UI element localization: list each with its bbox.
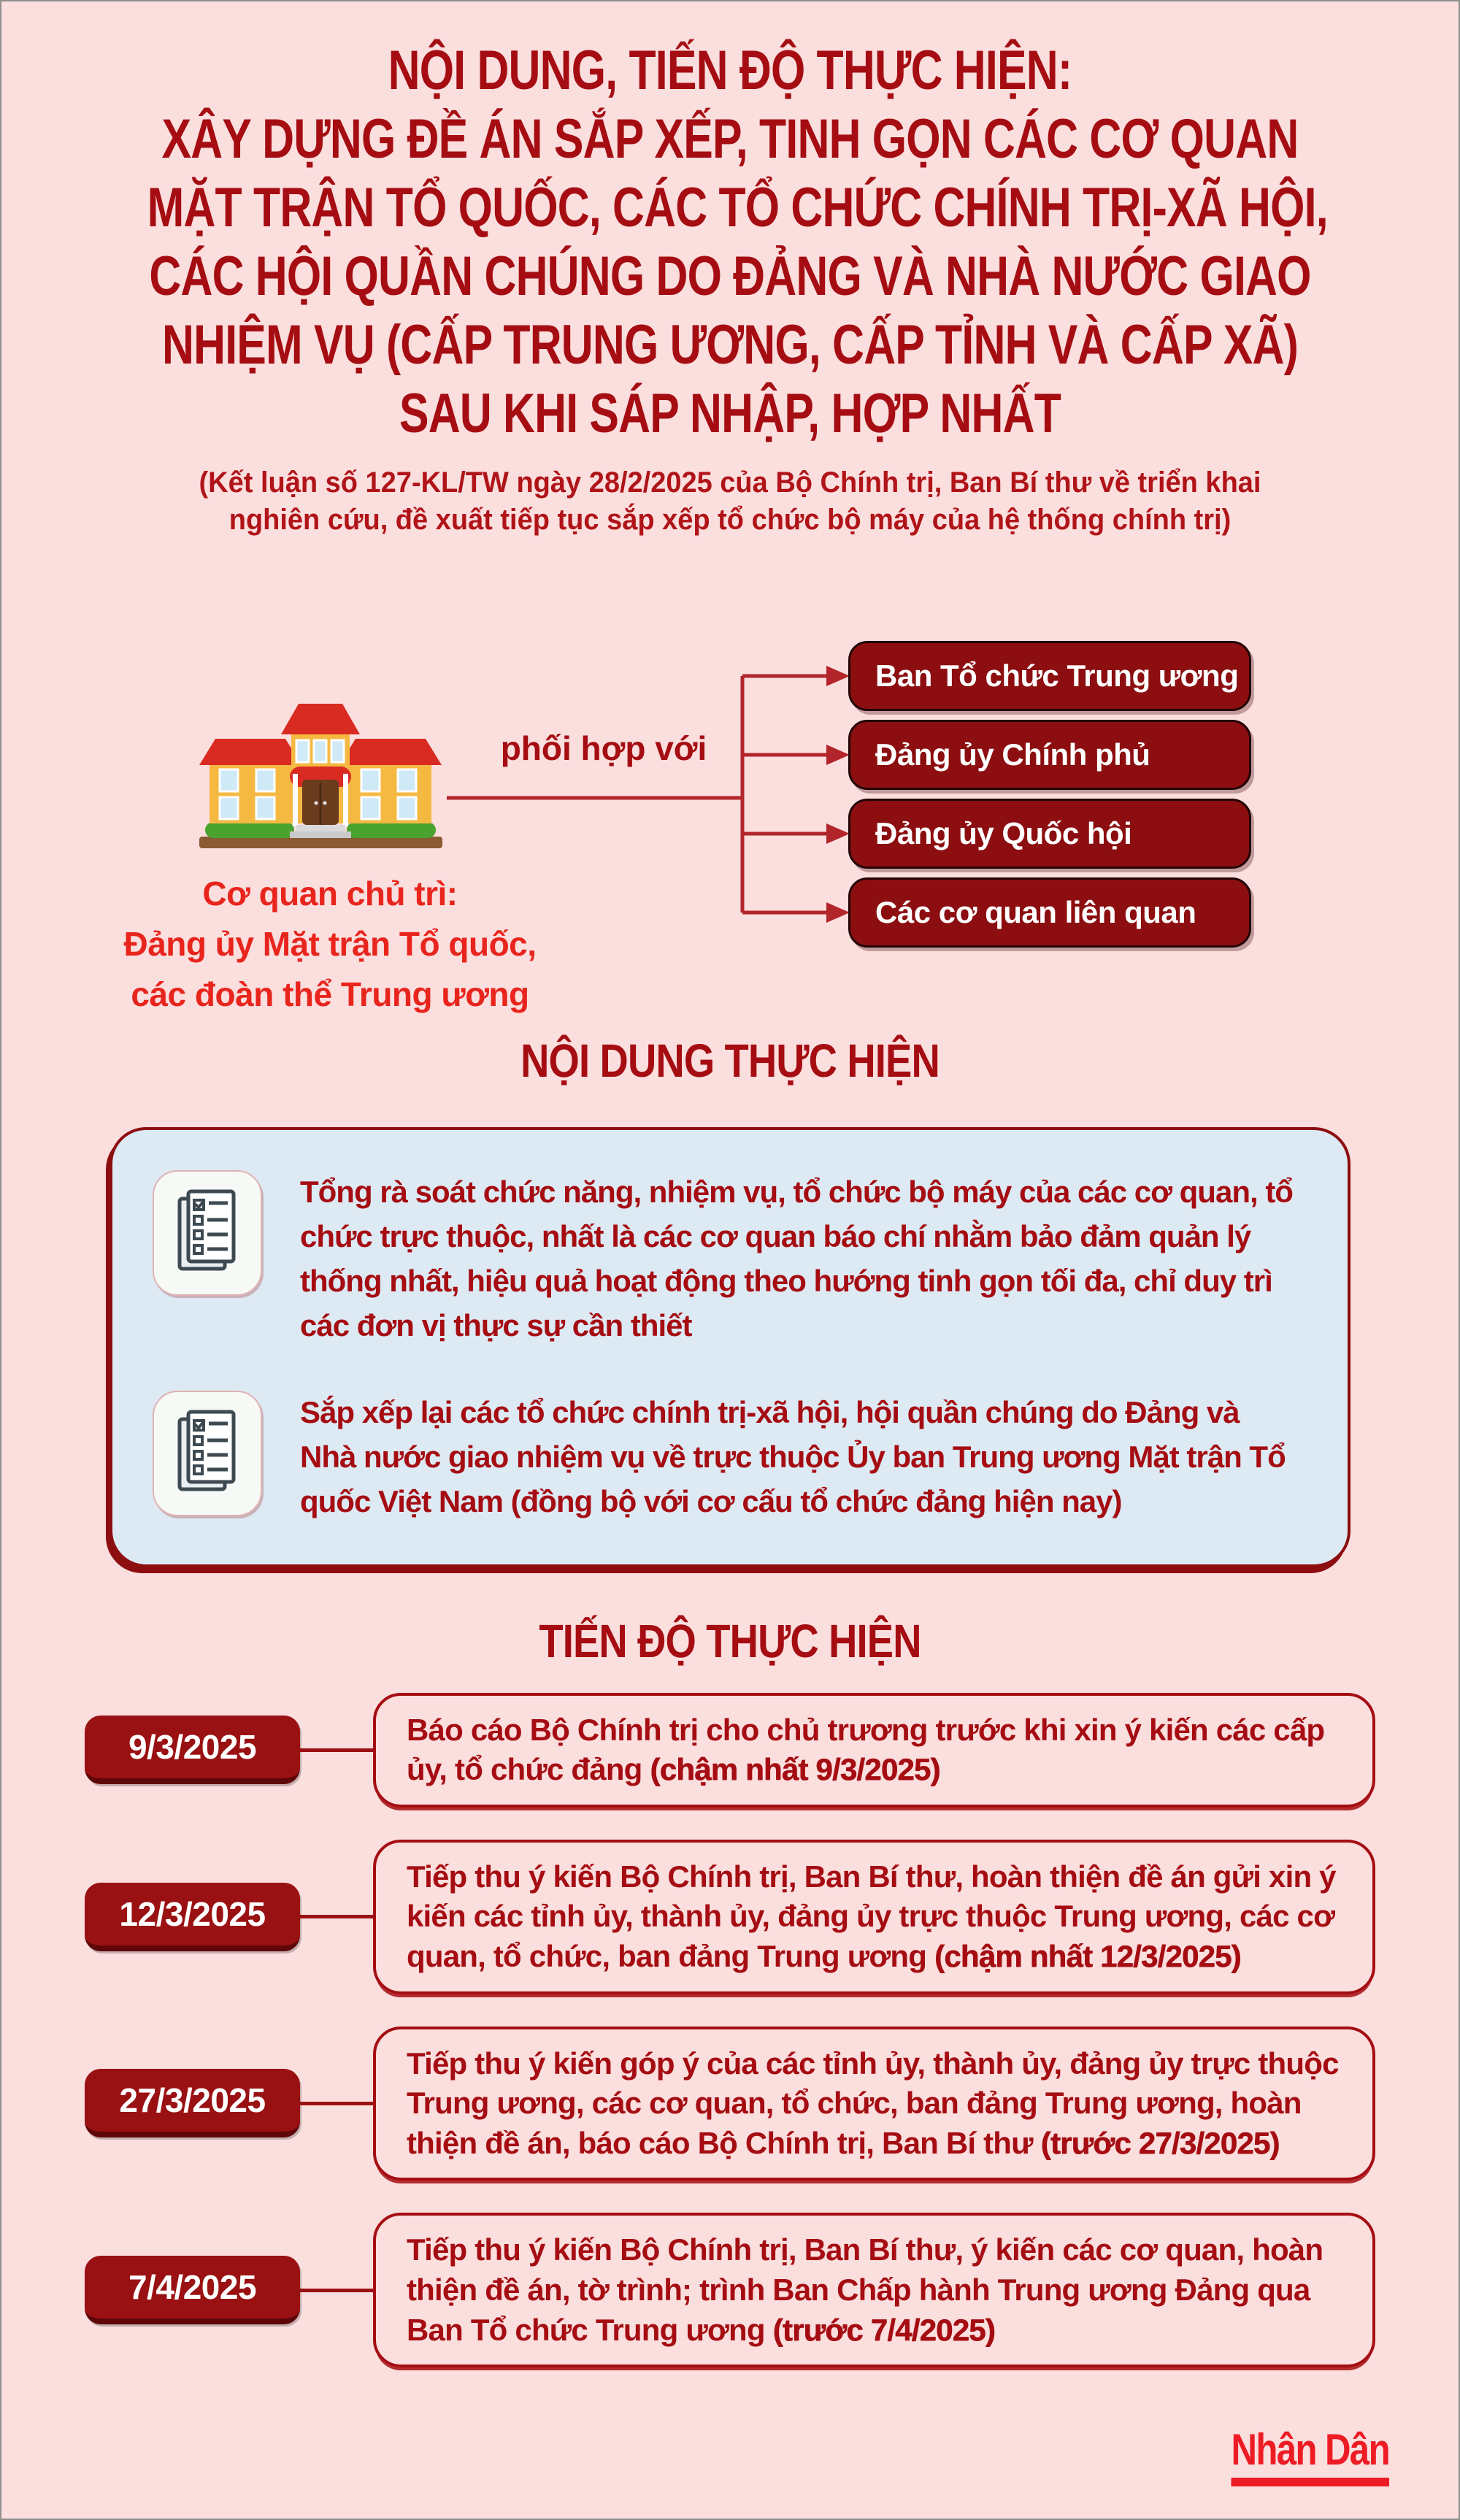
page-subtitle: (Kết luận số 127-KL/TW ngày 28/2/2025 của Bộ Chính trị, Ban Bí thư về triển khai nghiên cứu, đề xuất tiếp tục sắp xếp tổ chức bộ máy của hệ thống chính trị) (199, 466, 1261, 537)
timeline (85, 1693, 1375, 2368)
page-title-line-4: CÁC HỘI QUẦN CHÚNG DO ĐẢNG VÀ NHÀ NƯỚC GIAO (149, 245, 1311, 307)
content-item-1 (153, 1170, 1300, 1348)
partner-label: Các cơ quan liên quan (875, 895, 1196, 930)
page-title-line-1: NỘI DUNG, TIẾN ĐỘ THỰC HIỆN: (388, 39, 1072, 101)
content-section-heading: NỘI DUNG THỰC HIỆN (520, 1034, 940, 1088)
timeline-task-deadline: (trước 27/3/2025) (1040, 2125, 1280, 2160)
timeline-task-deadline: (trước 7/4/2025) (772, 2312, 995, 2347)
page-title-line-5: NHIỆM VỤ (CẤP TRUNG ƯƠNG, CẤP TỈNH VÀ CẤP XÃ) (161, 314, 1299, 376)
partner-box-cac-co-quan-lien-quan (848, 877, 1251, 948)
timeline-task-box (373, 2213, 1375, 2367)
timeline-row-3 (85, 2027, 1375, 2181)
title-block (1, 1, 1459, 539)
partner-box-dang-uy-chinh-phu (848, 720, 1251, 790)
timeline-task-deadline: (chậm nhất 12/3/2025) (934, 1938, 1241, 1973)
timeline-task-text: Tiếp thu ý kiến Bộ Chính trị, Ban Bí thư, hoàn thiện đề án gửi xin ý kiến các tỉnh ủy, thành ủy, đảng ủy trực thuộc Trung ương, các cơ quan, tổ chức, ban đảng Trung ương (407, 1859, 1336, 1973)
flow-arrows (447, 641, 856, 955)
content-panel (110, 1127, 1350, 1567)
timeline-task-box (373, 2027, 1375, 2181)
content-item-text: Tổng rà soát chức năng, nhiệm vụ, tổ chức bộ máy của các cơ quan, tổ chức trực thuộc, nhất là các cơ quan báo chí nhằm bảo đảm quản lý thống nhất, hiệu quả hoạt động theo hướng tinh gọn tối đa, chỉ duy trì các đơn vị thực sự cần thiết (300, 1175, 1293, 1343)
timeline-connector-line (300, 1915, 373, 1918)
partner-box-ban-to-chuc (848, 641, 1251, 711)
checklist-document-icon (153, 1170, 262, 1296)
partner-label: Đảng ủy Quốc hội (875, 816, 1132, 851)
page-title-line-2: XÂY DỰNG ĐỀ ÁN SẮP XẾP, TINH GỌN CÁC CƠ QUAN (161, 108, 1299, 170)
timeline-date-badge: 9/3/2025 (85, 1716, 300, 1784)
timeline-row-2 (85, 1840, 1375, 1994)
timeline-date-badge: 12/3/2025 (85, 1883, 300, 1951)
lead-org-caption-line-2: Đảng ủy Mặt trận Tổ quốc, (123, 925, 537, 964)
timeline-task-text: Báo cáo Bộ Chính trị cho chủ trương trước khi xin ý kiến các cấp ủy, tổ chức đảng (407, 1712, 1325, 1787)
timeline-row-1 (85, 1693, 1375, 1808)
page-title-line-3: MẶT TRẬN TỔ QUỐC, CÁC TỔ CHỨC CHÍNH TRỊ-XÃ HỘI, (147, 177, 1328, 239)
coordination-diagram (1, 641, 1459, 1013)
lead-org-caption-line-3: các đoàn thể Trung ương (131, 975, 529, 1014)
timeline-task-deadline: (chậm nhất 9/3/2025) (650, 1752, 940, 1787)
lead-org-caption-line-1: Cơ quan chủ trì: (202, 875, 458, 913)
timeline-task-text: Tiếp thu ý kiến Bộ Chính trị, Ban Bí thư, ý kiến các cơ quan, hoàn thiện đề án, tờ trình; trình Ban Chấp hành Trung ương Đảng qua Ban Tổ chức Trung ương (407, 2232, 1323, 2347)
timeline-date-badge: 7/4/2025 (85, 2256, 300, 2324)
partner-label: Đảng ủy Chính phủ (875, 737, 1150, 772)
timeline-connector-line (300, 2289, 373, 2292)
timeline-row-4 (85, 2213, 1375, 2367)
timeline-connector-line (300, 1748, 373, 1752)
page-title-line-6: SAU KHI SÁP NHẬP, HỢP NHẤT (399, 383, 1061, 445)
nhan-dan-logo: Nhân Dân (1231, 2424, 1389, 2486)
partner-label: Ban Tổ chức Trung ương (875, 658, 1239, 694)
connector-label: phối hợp với (500, 729, 707, 768)
content-item-2 (153, 1391, 1300, 1524)
content-item-text: Sắp xếp lại các tổ chức chính trị-xã hội, hội quần chúng do Đảng và Nhà nước giao nhiệm vụ về trực thuộc Ủy ban Trung ương Mặt trận Tổ quốc Việt Nam (đồng bộ với cơ cấu tổ chức đảng hiện nay) (300, 1394, 1286, 1518)
checklist-document-icon (153, 1391, 262, 1516)
timeline-task-box (373, 1693, 1375, 1808)
timeline-task-box (373, 1840, 1375, 1994)
timeline-section-heading: TIẾN ĐỘ THỰC HIỆN (539, 1614, 921, 1667)
partner-box-dang-uy-quoc-hoi (848, 799, 1251, 869)
timeline-connector-line (300, 2102, 373, 2105)
timeline-date-badge: 27/3/2025 (85, 2069, 300, 2137)
government-building-icon (195, 692, 447, 853)
timeline-task-text: Tiếp thu ý kiến góp ý của các tỉnh ủy, thành ủy, đảng ủy trực thuộc Trung ương, các cơ quan, tổ chức, ban đảng Trung ương, hoàn thiện đề án, báo cáo Bộ Chính trị, Ban Bí thư (407, 2045, 1339, 2160)
